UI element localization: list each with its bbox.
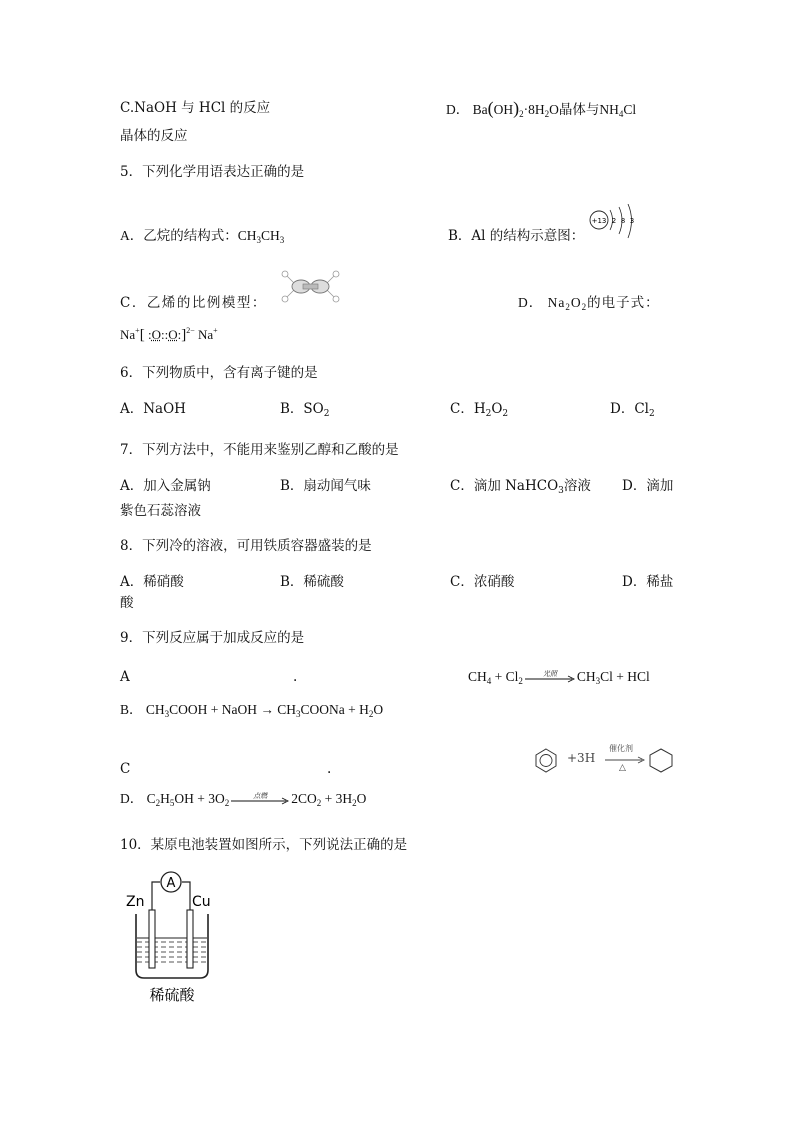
q9-option-a-label: A <box>120 669 130 685</box>
q9-option-b: B． $CH_3COOH$ + NaOH → $CH_3COONa + H_2O$ <box>120 702 384 719</box>
q8-option-d-continued: 酸 <box>120 595 134 611</box>
q9-option-a-dot: . <box>293 669 298 685</box>
q4-option-d-continued: 晶体的反应 <box>120 128 188 144</box>
q10-stem: 10．某原电池装置如图所示，下列说法正确的是 <box>120 837 408 853</box>
q5-option-d-electron-formula: Na+[ :O::O:]$^{2-}$ Na+ <box>120 326 218 343</box>
q5-option-d: D． $Na_2O_2$的电子式： <box>518 295 660 312</box>
benzene-ring-icon <box>533 747 559 773</box>
zinc-electrode-label: Zn <box>126 894 145 910</box>
q9-option-c-dot: . <box>327 761 332 777</box>
q7-option-b: B．扇动闻气味 <box>280 478 371 494</box>
q4-option-c: C.NaOH 与 HCl 的反应 <box>120 100 271 116</box>
q9-stem: 9．下列反应属于加成反应的是 <box>120 630 305 646</box>
al-atom-structure-diagram <box>588 204 644 244</box>
q7-option-a: A．加入金属钠 <box>120 478 211 494</box>
q8-option-c: C．浓硝酸 <box>450 574 515 590</box>
q4-option-d: D． $Ba(OH)_2\cdot 8H_2O$晶体与$NH_4Cl$ <box>446 98 637 119</box>
q9-option-c-equation <box>533 745 675 775</box>
q5-option-a: A．乙烷的结构式：$CH_3CH_3$ <box>120 228 285 245</box>
q8-stem: 8．下列冷的溶液，可用铁质容器盛装的是 <box>120 538 372 554</box>
al-shell-3: 3 <box>629 217 635 225</box>
ammeter-label: A <box>166 876 176 891</box>
copper-electrode-label: Cu <box>192 894 211 910</box>
q8-option-d: D．稀盐 <box>622 574 674 590</box>
q7-option-d: D．滴加 <box>622 478 674 494</box>
q6-option-b: B．$SO_2$ <box>280 401 330 419</box>
q9-option-c-reagent: +3H <box>567 751 596 765</box>
q9-option-a-equation: $CH_4 + Cl_2$ 光照 $CH_3Cl$ + HCl <box>468 669 650 686</box>
q7-option-c: C．滴加 NaHCO$_3$溶液 <box>450 478 591 496</box>
q9-option-d: D． $C_2H_5OH + 3O_2$ 点燃 $2CO_2 + 3H_2O$ <box>120 791 367 808</box>
q6-option-a: A．NaOH <box>120 401 186 417</box>
q5-option-b: B．Al 的结构示意图： <box>448 228 585 244</box>
q5-option-c: C．乙烯的比例模型： <box>120 295 267 311</box>
q7-option-d-continued: 紫色石蕊溶液 <box>120 503 201 519</box>
q6-option-c: C．$H_2O_2$ <box>450 401 509 419</box>
q5-stem: 5．下列化学用语表达正确的是 <box>120 164 305 180</box>
q6-option-d: D．$Cl_2$ <box>610 401 655 419</box>
al-nucleus-label: +13 <box>591 217 607 225</box>
zinc-electrode <box>149 910 155 968</box>
cyclohexane-ring-icon <box>647 747 675 773</box>
q9-option-c-label: C <box>120 761 131 777</box>
solution-label: 稀硫酸 <box>149 986 195 1004</box>
copper-electrode <box>187 910 193 968</box>
al-shell-2: 8 <box>620 217 626 225</box>
q8-option-b: B．稀硫酸 <box>280 574 344 590</box>
q7-stem: 7．下列方法中，不能用来鉴别乙醇和乙酸的是 <box>120 442 399 458</box>
q6-stem: 6．下列物质中，含有离子键的是 <box>120 365 318 381</box>
ethylene-space-filling-model <box>276 268 348 306</box>
q8-option-a: A．稀硝酸 <box>120 574 184 590</box>
al-shell-1: 2 <box>611 217 617 225</box>
q9-option-c-catalyst: 催化剂 <box>609 744 633 753</box>
q9-option-c-heat: △ <box>619 763 626 773</box>
galvanic-cell-diagram <box>122 866 222 1006</box>
